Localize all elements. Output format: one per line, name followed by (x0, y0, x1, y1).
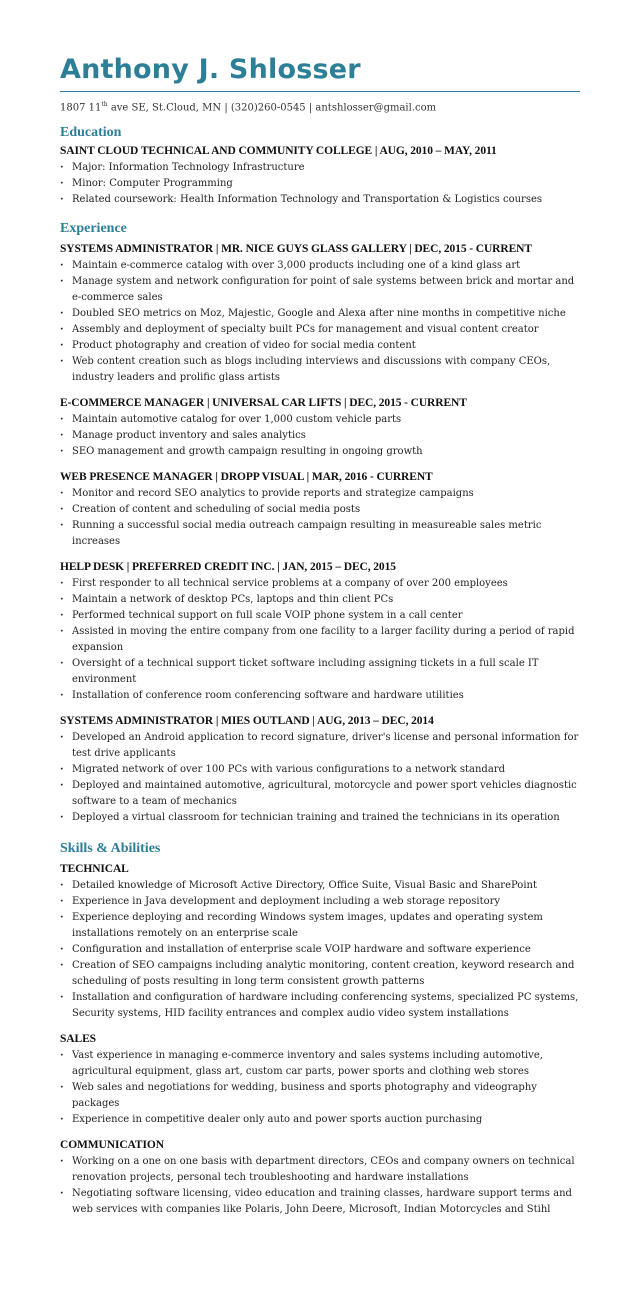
job-block (60, 713, 580, 826)
skills-heading: Skills & Abilities (60, 841, 161, 857)
candidate-name: Anthony J. Shlosser (60, 54, 361, 85)
skill-group (60, 861, 580, 1022)
address-number: 1807 11 (60, 102, 102, 114)
address-suffix: th (101, 101, 108, 108)
list-item: · Maintain e-commerce catalog with over 3,000 products including one of a kind glass art (60, 258, 580, 274)
list-item: · Assisted in moving the entire company from one facility to a larger facility during a period of rapid expansion (60, 624, 580, 656)
skill-group (60, 1031, 580, 1128)
list-item: · Deployed and maintained automotive, agricultural, motorcycle and power sport vehicles diagnostic software to a team of mechanics (60, 778, 580, 810)
list-item: · Migrated network of over 100 PCs with various configurations to a network standard (60, 762, 580, 778)
list-item: · Web content creation such as blogs including interviews and discussions with company CEOs, industry leaders and prolific glass artists (60, 354, 580, 386)
school-title: SAINT CLOUD TECHNICAL AND COMMUNITY COLLEGE | AUG, 2010 – MAY, 2011 (60, 145, 497, 158)
job-duties (60, 576, 580, 704)
list-item: · Related coursework: Health Information Technology and Transportation & Logistics courses (60, 192, 580, 208)
job-title: WEB PRESENCE MANAGER | DROPP VISUAL | MAR, 2016 - CURRENT (60, 471, 433, 484)
list-item: · Negotiating software licensing, video education and training classes, hardware support terms and web services with companies like Polaris, John Deere, Microsoft, Indian Motorcycles and Stihl (60, 1186, 580, 1218)
skill-group-title: COMMUNICATION (60, 1139, 164, 1152)
job-block (60, 241, 580, 386)
skill-list (60, 1154, 580, 1218)
list-item: · Product photography and creation of video for social media content (60, 338, 580, 354)
list-item: · Web sales and negotiations for wedding, business and sports photography and videography packages (60, 1080, 580, 1112)
job-title: E-COMMERCE MANAGER | UNIVERSAL CAR LIFTS | DEC, 2015 - CURRENT (60, 397, 467, 410)
list-item: · Maintain automotive catalog for over 1,000 custom vehicle parts (60, 412, 580, 428)
list-item: · SEO management and growth campaign resulting in ongoing growth (60, 444, 580, 460)
list-item: · Assembly and deployment of specialty built PCs for management and visual content creator (60, 322, 580, 338)
list-item: · Minor: Computer Programming (60, 176, 580, 192)
experience-heading: Experience (60, 221, 127, 237)
skill-group-title: TECHNICAL (60, 863, 129, 876)
list-item: · Experience in competitive dealer only auto and power sports auction purchasing (60, 1112, 580, 1128)
list-item: · Monitor and record SEO analytics to provide reports and strategize campaigns (60, 486, 580, 502)
list-item: · Manage product inventory and sales analytics (60, 428, 580, 444)
job-block (60, 395, 580, 460)
contact-details: ave SE, St.Cloud, MN | (320)260-0545 | antshlosser@gmail.com (107, 102, 437, 114)
list-item: · Installation and configuration of hardware including conferencing systems, specialized PC systems, Security systems, HID facility entrances and complex audio video system installations (60, 990, 580, 1022)
list-item: · Developed an Android application to record signature, driver's license and personal information for test drive applicants (60, 730, 580, 762)
skills-section (60, 839, 580, 1218)
skill-group (60, 1137, 580, 1218)
skill-list (60, 878, 580, 1022)
job-title: SYSTEMS ADMINISTRATOR | MIES OUTLAND | AUG, 2013 – DEC, 2014 (60, 715, 434, 728)
list-item: · Performed technical support on full scale VOIP phone system in a call center (60, 608, 580, 624)
list-item: · Installation of conference room conferencing software and hardware utilities (60, 688, 580, 704)
education-heading: Education (60, 125, 122, 141)
list-item: · Creation of SEO campaigns including analytic monitoring, content creation, keyword research and scheduling of posts resulting in long term consistent growth patterns (60, 958, 580, 990)
list-item: · Experience in Java development and deployment including a web storage repository (60, 894, 580, 910)
list-item: · Configuration and installation of enterprise scale VOIP hardware and software experience (60, 942, 580, 958)
header-divider (60, 91, 580, 92)
job-duties (60, 486, 580, 550)
list-item: · Experience deploying and recording Windows system images, updates and operating system installations remotely on an enterprise scale (60, 910, 580, 942)
education-section (60, 123, 580, 208)
list-item: · Manage system and network configuration for point of sale systems between brick and mortar and e-commerce sales (60, 274, 580, 306)
job-block (60, 559, 580, 704)
contact-line (60, 96, 580, 117)
list-item: · Working on a one on one basis with department directors, CEOs and company owners on technical renovation projects, personal tech troubleshooting and hardware installations (60, 1154, 580, 1186)
job-block (60, 469, 580, 550)
list-item: · Doubled SEO metrics on Moz, Majestic, Google and Alexa after nine months in competitive niche (60, 306, 580, 322)
skill-list (60, 1048, 580, 1128)
job-duties (60, 412, 580, 460)
list-item: · First responder to all technical service problems at a company of over 200 employees (60, 576, 580, 592)
job-duties (60, 258, 580, 386)
list-item: · Vast experience in managing e-commerce inventory and sales systems including automotive, agricultural equipment, glass art, custom car parts, power sports and clothing web stores (60, 1048, 580, 1080)
job-title: HELP DESK | PREFERRED CREDIT INC. | JAN, 2015 – DEC, 2015 (60, 561, 396, 574)
experience-section (60, 219, 580, 826)
job-duties (60, 730, 580, 826)
list-item: · Detailed knowledge of Microsoft Active Directory, Office Suite, Visual Basic and SharePoint (60, 878, 580, 894)
list-item: · Creation of content and scheduling of social media posts (60, 502, 580, 518)
list-item: · Maintain a network of desktop PCs, laptops and thin client PCs (60, 592, 580, 608)
education-list (60, 160, 580, 208)
list-item: · Oversight of a technical support ticket software including assigning tickets in a full scale IT environment (60, 656, 580, 688)
list-item: · Major: Information Technology Infrastructure (60, 160, 580, 176)
list-item: · Running a successful social media outreach campaign resulting in measureable sales metric increases (60, 518, 580, 550)
list-item: · Deployed a virtual classroom for technician training and trained the technicians in its operation (60, 810, 580, 826)
skill-group-title: SALES (60, 1033, 96, 1046)
job-title: SYSTEMS ADMINISTRATOR | MR. NICE GUYS GLASS GALLERY | DEC, 2015 - CURRENT (60, 243, 532, 256)
